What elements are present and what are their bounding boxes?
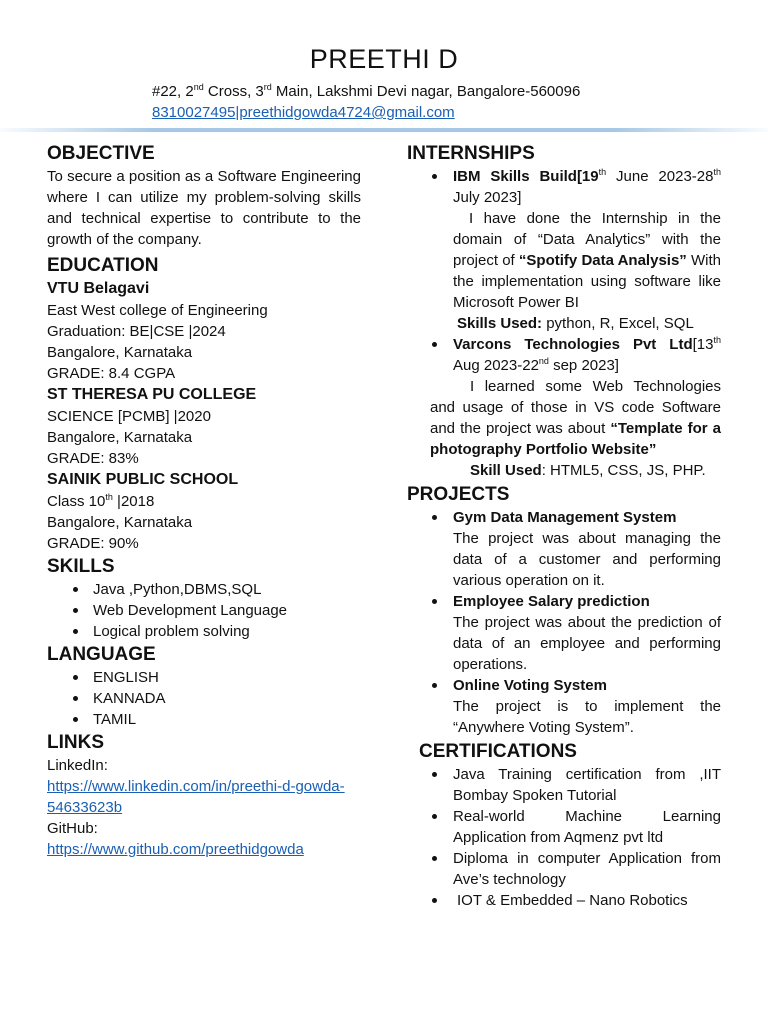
links-heading: LINKS xyxy=(47,732,104,753)
education-school-grade: GRADE: 90% xyxy=(47,535,139,552)
skill-item: Logical problem solving xyxy=(47,621,361,642)
github-link[interactable]: https://www.github.com/preethidgowda xyxy=(47,841,304,858)
internship-ibm-skills: Skills Used: python, R, Excel, SQL xyxy=(457,315,694,332)
education-school-class: Class 10th |2018 xyxy=(47,492,155,510)
contact-link[interactable]: 8310027495|preethidgowda4724@gmail.com xyxy=(152,104,455,121)
education-heading: EDUCATION xyxy=(47,255,159,276)
linkedin-link[interactable]: https://www.linkedin.com/in/preethi-d-gowda-54633623b xyxy=(47,778,345,816)
language-heading: LANGUAGE xyxy=(47,644,156,665)
skill-item: Web Development Language xyxy=(47,600,361,621)
education-school-location: Bangalore, Karnataka xyxy=(47,514,193,531)
skill-item: Java ,Python,DBMS,SQL xyxy=(47,579,361,600)
certifications-heading: CERTIFICATIONS xyxy=(419,741,577,762)
language-item: TAMIL xyxy=(47,709,361,730)
internship-ibm-title: IBM Skills Build xyxy=(453,168,577,185)
github-label: GitHub: xyxy=(47,820,98,837)
internship-ibm: IBM Skills Build[19th June 2023-28th July 2023] xyxy=(407,166,721,208)
certification-item: Diploma in computer Application from Ave’s technology xyxy=(407,848,721,890)
internship-varcons-title: Varcons Technologies Pvt Ltd xyxy=(453,336,693,353)
project-item: Employee Salary prediction xyxy=(407,591,721,612)
education-vtu-degree: Graduation: BE|CSE |2024 xyxy=(47,323,226,340)
education-vtu-location: Bangalore, Karnataka xyxy=(47,344,193,361)
objective-text: To secure a position as a Software Engineering where I can utilize my problem-solving skills and technical expertise to contribute to the growth of the company. xyxy=(47,168,361,248)
linkedin-label: LinkedIn: xyxy=(47,757,108,774)
certification-item: Java Training certification from ,IIT Bombay Spoken Tutorial xyxy=(407,764,721,806)
candidate-name: PREETHI D xyxy=(309,44,459,74)
projects-heading: PROJECTS xyxy=(407,484,510,505)
address: #22, 2nd Cross, 3rd Main, Lakshmi Devi nagar, Bangalore-560096 xyxy=(152,82,581,100)
language-item: ENGLISH xyxy=(47,667,361,688)
education-pu-location: Bangalore, Karnataka xyxy=(47,429,193,446)
education-pu-grade: GRADE: 83% xyxy=(47,450,139,467)
internship-varcons-desc: I learned some Web Technologies and usage of those in VS code Software and the project was about “Template for a photography Portfolio Website” xyxy=(430,378,721,458)
objective-heading: OBJECTIVE xyxy=(47,143,155,164)
education-vtu-title: VTU Belagavi xyxy=(47,280,150,297)
skills-list xyxy=(47,579,361,642)
internship-ibm-desc: I have done the Internship in the domain of “Data Analytics” with the project of “Spotify Data Analysis” With the implementation using software like Microsoft Power BI xyxy=(453,210,721,311)
education-school-title: SAINIK PUBLIC SCHOOL xyxy=(47,471,239,488)
language-item: KANNADA xyxy=(47,688,361,709)
project-desc: The project was about the prediction of data of an employee and performing operations. xyxy=(453,614,721,673)
certification-item: Real-world Machine Learning Application from Aqmenz pvt ltd xyxy=(407,806,721,848)
certification-item: IOT & Embedded – Nano Robotics xyxy=(407,890,721,911)
language-list xyxy=(47,667,361,730)
education-vtu-grade: GRADE: 8.4 CGPA xyxy=(47,365,176,382)
right-column xyxy=(407,142,721,911)
project-item: Online Voting System xyxy=(407,675,721,696)
project-desc: The project is to implement the “Anywhere Voting System”. xyxy=(453,698,721,736)
project-item: Gym Data Management System xyxy=(407,507,721,528)
internship-varcons-skills: Skill Used: HTML5, CSS, JS, PHP. xyxy=(470,462,706,479)
education-pu-title: ST THERESA PU COLLEGE xyxy=(47,386,257,403)
education-pu-stream: SCIENCE [PCMB] |2020 xyxy=(47,408,211,425)
certifications-list xyxy=(407,764,721,911)
internship-varcons: Varcons Technologies Pvt Ltd[13th Aug 2023-22nd sep 2023] xyxy=(407,334,721,376)
left-column xyxy=(47,142,361,860)
skills-heading: SKILLS xyxy=(47,556,115,577)
education-vtu-college: East West college of Engineering xyxy=(47,302,268,319)
header-divider xyxy=(0,128,768,132)
internships-heading: INTERNSHIPS xyxy=(407,143,535,164)
project-desc: The project was about managing the data of a customer and performing various operation on it. xyxy=(453,530,721,589)
